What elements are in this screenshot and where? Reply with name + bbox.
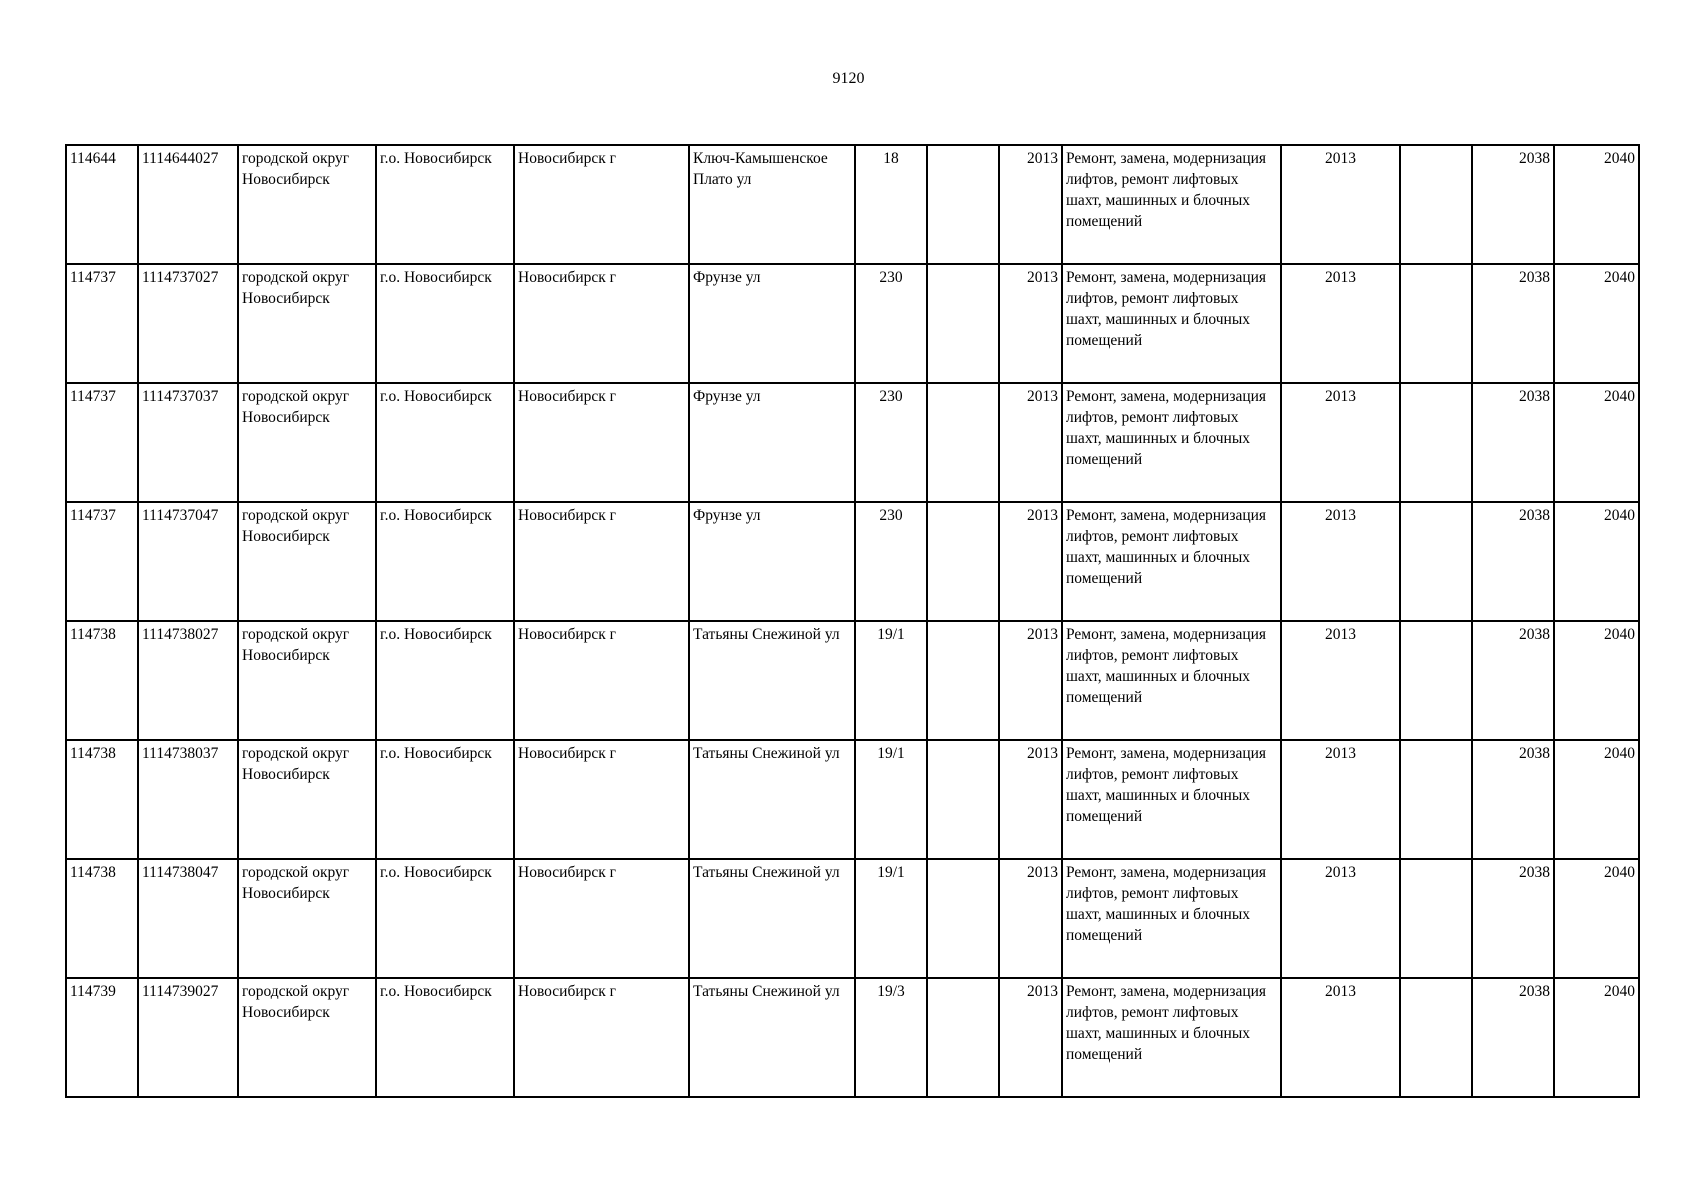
- cell-id: 114738: [66, 859, 138, 978]
- cell-code: 1114737047: [138, 502, 238, 621]
- cell-house: 19/1: [855, 621, 927, 740]
- cell-municipality: г.о. Новосибирск: [376, 978, 514, 1097]
- cell-work-year: 2013: [1281, 383, 1400, 502]
- cell-year-to: 2040: [1554, 383, 1639, 502]
- cell-empty-2: [1400, 502, 1472, 621]
- cell-year-built: 2013: [999, 621, 1062, 740]
- cell-year-built: 2013: [999, 264, 1062, 383]
- cell-house: 19/1: [855, 740, 927, 859]
- cell-id: 114739: [66, 978, 138, 1097]
- cell-municipality: г.о. Новосибирск: [376, 502, 514, 621]
- cell-street: Татьяны Снежиной ул: [689, 859, 855, 978]
- cell-house: 230: [855, 502, 927, 621]
- cell-city: Новосибирск г: [514, 264, 689, 383]
- cell-district: городской округ Новосибирск: [238, 859, 376, 978]
- cell-year-built: 2013: [999, 145, 1062, 264]
- cell-empty-1: [927, 621, 999, 740]
- cell-code: 1114738037: [138, 740, 238, 859]
- cell-code: 1114737027: [138, 264, 238, 383]
- cell-empty-1: [927, 978, 999, 1097]
- cell-empty-1: [927, 264, 999, 383]
- cell-house: 230: [855, 383, 927, 502]
- cell-city: Новосибирск г: [514, 859, 689, 978]
- cell-id: 114644: [66, 145, 138, 264]
- table-row: [66, 145, 1639, 264]
- cell-empty-1: [927, 383, 999, 502]
- cell-district: городской округ Новосибирск: [238, 502, 376, 621]
- cell-municipality: г.о. Новосибирск: [376, 621, 514, 740]
- cell-house: 19/3: [855, 978, 927, 1097]
- table-row: [66, 621, 1639, 740]
- cell-code: 1114739027: [138, 978, 238, 1097]
- cell-district: городской округ Новосибирск: [238, 978, 376, 1097]
- cell-street: Татьяны Снежиной ул: [689, 978, 855, 1097]
- cell-street: Фрунзе ул: [689, 383, 855, 502]
- cell-year-from: 2038: [1472, 978, 1554, 1097]
- cell-empty-1: [927, 502, 999, 621]
- cell-year-built: 2013: [999, 978, 1062, 1097]
- cell-work-year: 2013: [1281, 145, 1400, 264]
- cell-code: 1114644027: [138, 145, 238, 264]
- cell-municipality: г.о. Новосибирск: [376, 145, 514, 264]
- cell-empty-2: [1400, 859, 1472, 978]
- cell-street: Фрунзе ул: [689, 264, 855, 383]
- cell-work-type: Ремонт, замена, модернизация лифтов, ремонт лифтовых шахт, машинных и блочных помещений: [1062, 978, 1281, 1097]
- cell-street: Фрунзе ул: [689, 502, 855, 621]
- cell-year-from: 2038: [1472, 859, 1554, 978]
- cell-work-year: 2013: [1281, 859, 1400, 978]
- cell-year-built: 2013: [999, 383, 1062, 502]
- cell-year-from: 2038: [1472, 145, 1554, 264]
- table-row: [66, 383, 1639, 502]
- cell-year-from: 2038: [1472, 740, 1554, 859]
- cell-empty-2: [1400, 264, 1472, 383]
- table-row: [66, 740, 1639, 859]
- cell-code: 1114737037: [138, 383, 238, 502]
- registry-table: [65, 144, 1640, 1098]
- cell-year-to: 2040: [1554, 502, 1639, 621]
- cell-empty-2: [1400, 978, 1472, 1097]
- cell-work-year: 2013: [1281, 502, 1400, 621]
- cell-year-to: 2040: [1554, 264, 1639, 383]
- cell-work-year: 2013: [1281, 978, 1400, 1097]
- cell-municipality: г.о. Новосибирск: [376, 383, 514, 502]
- cell-id: 114737: [66, 264, 138, 383]
- cell-work-year: 2013: [1281, 740, 1400, 859]
- cell-district: городской округ Новосибирск: [238, 383, 376, 502]
- cell-work-year: 2013: [1281, 621, 1400, 740]
- cell-street: Татьяны Снежиной ул: [689, 740, 855, 859]
- table-row: [66, 859, 1639, 978]
- cell-empty-2: [1400, 621, 1472, 740]
- cell-work-type: Ремонт, замена, модернизация лифтов, ремонт лифтовых шахт, машинных и блочных помещений: [1062, 621, 1281, 740]
- cell-street: Ключ-Камышенское Плато ул: [689, 145, 855, 264]
- cell-year-to: 2040: [1554, 145, 1639, 264]
- cell-empty-1: [927, 740, 999, 859]
- table-row: [66, 264, 1639, 383]
- cell-city: Новосибирск г: [514, 502, 689, 621]
- cell-id: 114738: [66, 740, 138, 859]
- cell-municipality: г.о. Новосибирск: [376, 859, 514, 978]
- cell-year-to: 2040: [1554, 740, 1639, 859]
- table-row: [66, 978, 1639, 1097]
- cell-year-from: 2038: [1472, 502, 1554, 621]
- cell-empty-1: [927, 145, 999, 264]
- cell-district: городской округ Новосибирск: [238, 264, 376, 383]
- cell-year-built: 2013: [999, 502, 1062, 621]
- cell-work-type: Ремонт, замена, модернизация лифтов, ремонт лифтовых шахт, машинных и блочных помещений: [1062, 383, 1281, 502]
- cell-id: 114737: [66, 502, 138, 621]
- cell-district: городской округ Новосибирск: [238, 145, 376, 264]
- cell-city: Новосибирск г: [514, 621, 689, 740]
- cell-code: 1114738047: [138, 859, 238, 978]
- cell-year-to: 2040: [1554, 859, 1639, 978]
- cell-year-from: 2038: [1472, 621, 1554, 740]
- cell-work-type: Ремонт, замена, модернизация лифтов, ремонт лифтовых шахт, машинных и блочных помещений: [1062, 145, 1281, 264]
- cell-empty-1: [927, 859, 999, 978]
- cell-empty-2: [1400, 383, 1472, 502]
- page-number: 9120: [832, 70, 865, 87]
- cell-municipality: г.о. Новосибирск: [376, 264, 514, 383]
- cell-year-to: 2040: [1554, 978, 1639, 1097]
- cell-work-type: Ремонт, замена, модернизация лифтов, ремонт лифтовых шахт, машинных и блочных помещений: [1062, 740, 1281, 859]
- cell-city: Новосибирск г: [514, 383, 689, 502]
- cell-work-type: Ремонт, замена, модернизация лифтов, ремонт лифтовых шахт, машинных и блочных помещений: [1062, 502, 1281, 621]
- registry-rows: [66, 145, 1639, 1097]
- cell-house: 230: [855, 264, 927, 383]
- cell-city: Новосибирск г: [514, 740, 689, 859]
- cell-city: Новосибирск г: [514, 145, 689, 264]
- cell-year-built: 2013: [999, 740, 1062, 859]
- cell-city: Новосибирск г: [514, 978, 689, 1097]
- cell-work-type: Ремонт, замена, модернизация лифтов, ремонт лифтовых шахт, машинных и блочных помещений: [1062, 264, 1281, 383]
- table-row: [66, 502, 1639, 621]
- cell-id: 114737: [66, 383, 138, 502]
- cell-house: 19/1: [855, 859, 927, 978]
- cell-municipality: г.о. Новосибирск: [376, 740, 514, 859]
- cell-year-from: 2038: [1472, 264, 1554, 383]
- cell-id: 114738: [66, 621, 138, 740]
- cell-work-type: Ремонт, замена, модернизация лифтов, ремонт лифтовых шахт, машинных и блочных помещений: [1062, 859, 1281, 978]
- cell-district: городской округ Новосибирск: [238, 621, 376, 740]
- cell-empty-2: [1400, 145, 1472, 264]
- cell-year-to: 2040: [1554, 621, 1639, 740]
- cell-year-built: 2013: [999, 859, 1062, 978]
- cell-district: городской округ Новосибирск: [238, 740, 376, 859]
- cell-empty-2: [1400, 740, 1472, 859]
- cell-code: 1114738027: [138, 621, 238, 740]
- cell-street: Татьяны Снежиной ул: [689, 621, 855, 740]
- cell-year-from: 2038: [1472, 383, 1554, 502]
- cell-work-year: 2013: [1281, 264, 1400, 383]
- cell-house: 18: [855, 145, 927, 264]
